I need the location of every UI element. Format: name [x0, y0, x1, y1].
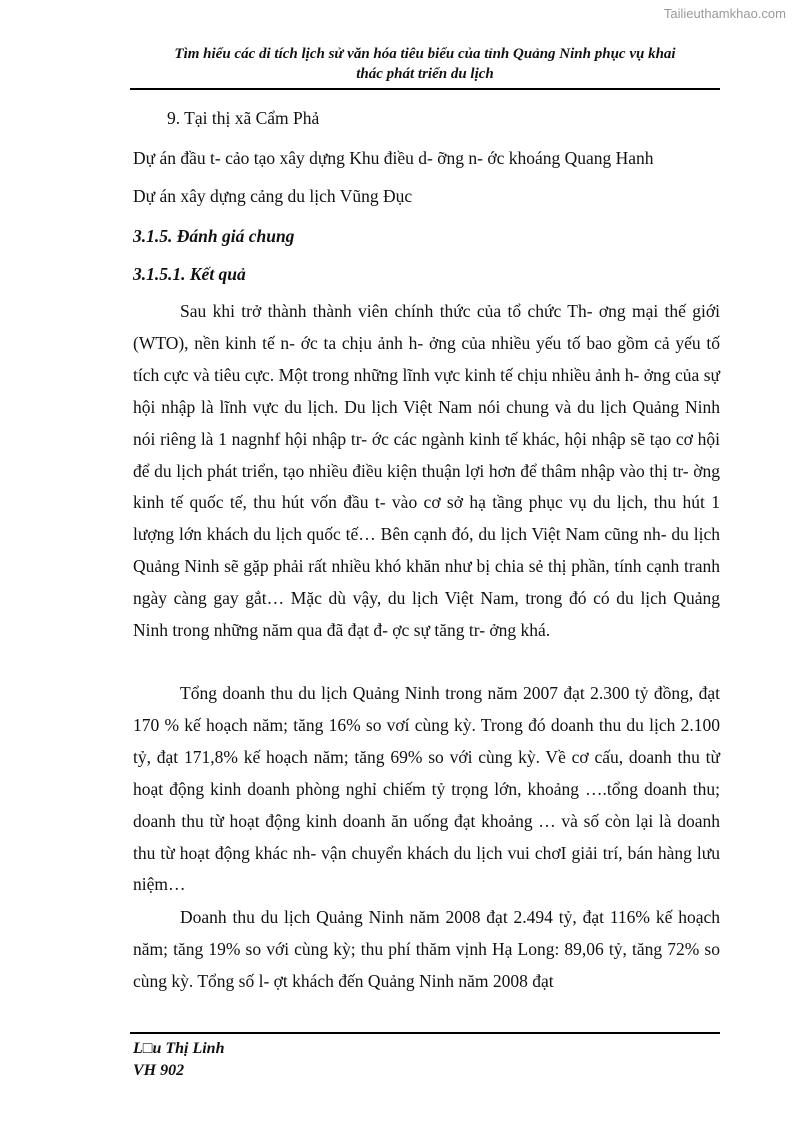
paragraph-3: Doanh thu du lịch Quảng Ninh năm 2008 đạt 2.494 tỷ, đạt 116% kế hoạch năm; tăng 19% so với cùng kỳ; thu phí thăm vịnh Hạ Long: 89,06 tỷ, tăng 72% so cùng kỳ. Tổng số l- ợt khách đến Quảng Ninh năm 2008 đạt	[133, 907, 720, 991]
footer-class-code: VH 902	[133, 1062, 185, 1079]
subsection-heading: 3.1.5.1. Kết quả	[133, 264, 246, 284]
footer-divider	[130, 1032, 720, 1034]
page-header	[130, 44, 720, 84]
project-item-2: Dự án xây dựng cảng du lịch Vũng Đục	[133, 186, 413, 206]
footer-author: L□u Thị Linh	[133, 1040, 225, 1057]
header-line-1: Tìm hiểu các di tích lịch sử văn hóa tiêu biểu của tỉnh Quảng Ninh phục vụ khai	[174, 46, 676, 62]
paragraph-1: Sau khi trở thành thành viên chính thức của tổ chức Th- ơng mại thế giới (WTO), nền kinh tế n- ớc ta chịu ảnh h- ởng của nhiều yếu tố bao gồm cả yếu tố tích cực và tiêu cực. Một trong những lĩnh vực kinh tế chịu nhiều ảnh h- ởng của sự hội nhập là lĩnh vực du lịch. Du lịch Việt Nam nói chung và du lịch Quảng Ninh nói riêng là 1 nagnhf hội nhập tr- ớc các ngành kinh tế khác, hội nhập sẽ tạo cơ hội để du lịch phát triển, tạo nhiều điều kiện thuận lợi hơn để thâm nhập vào thị tr- ờng kinh tế quốc tế, thu hút vốn đầu t- vào cơ sở hạ tầng phục vụ du lịch, thu hút 1 lượng lớn khách du lịch quốc tế… Bên cạnh đó, du lịch Việt Nam cũng nh- du lịch Quảng Ninh sẽ gặp phải rất nhiều khó khăn như bị chia sẻ thị phần, tính cạnh tranh ngày càng gay gắt… Mặc dù vậy, du lịch Việt Nam, trong đó có du lịch Quảng Ninh trong những năm qua đã đạt đ- ợc sự tăng tr- ởng khá.	[133, 301, 720, 641]
list-item-9: 9. Tại thị xã Cẩm Phả	[167, 108, 320, 128]
header-line-2: thác phát triển du lịch	[356, 66, 494, 82]
paragraph-2: Tổng doanh thu du lịch Quảng Ninh trong năm 2007 đạt 2.300 tỷ đồng, đạt 170 % kế hoạch năm; tăng 16% so vơí cùng kỳ. Trong đó doanh thu du lịch 2.100 tỷ, đạt 171,8% kế hoạch năm; tăng 69% so với cùng kỳ. Về cơ cấu, doanh thu từ hoạt động kinh doanh phòng nghỉ chiếm tỷ trọng lớn, khoảng ….tổng doanh thu; doanh thu từ hoạt động kinh doanh ăn uống đạt khoảng … và số còn lại là doanh thu từ hoạt động khác nh- vận chuyển khách du lịch vui chơI giải trí, bán hàng lưu niệm…	[133, 683, 720, 895]
section-heading: 3.1.5. Đánh giá chung	[133, 226, 295, 246]
project-item-1: Dự án đầu t- cảo tạo xây dựng Khu điều d- ỡng n- ớc khoáng Quang Hanh	[133, 148, 654, 168]
header-divider	[130, 88, 720, 90]
watermark: Tailieuthamkhao.com	[663, 6, 786, 21]
